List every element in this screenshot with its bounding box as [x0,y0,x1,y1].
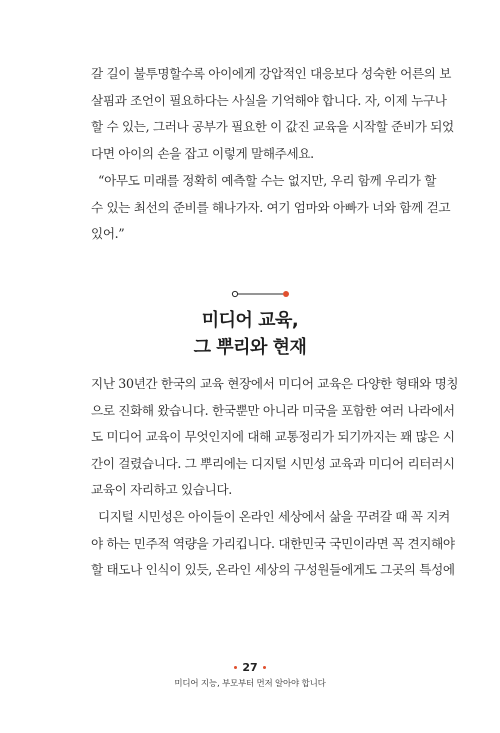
text-line: 할 태도나 인식이 있듯, 온라인 세상의 구성원들에게도 그곳의 특성에 [91,562,455,577]
running-footer-book-title: 미디어 지능, 부모부터 먼저 알아야 합니다 [174,679,326,689]
text-line: 있어.” [91,226,125,241]
text-line: “아무도 미래를 정확히 예측할 수는 없지만, 우리 함께 우리가 할 [98,173,437,188]
text-line: 야 하는 민주적 역량을 가리킵니다. 대한민국 국민이라면 꼭 견지해야 [91,535,455,551]
page-number-left-dot [234,666,237,669]
text-line: 살핌과 조언이 필요하다는 사실을 기억해야 합니다. 자, 이제 누구나 [91,92,447,108]
text-line: 간이 걸렸습니다. 그 뿌리에는 디지털 시민성 교육과 미디어 리터러시 [91,455,455,471]
text-line: 수 있는 최선의 준비를 해나가자. 여기 엄마와 아빠가 너와 함께 걷고 [91,199,451,215]
text-line: 디지털 시민성은 아이들이 온라인 세상에서 삶을 꾸려갈 때 꼭 지켜 [98,509,450,524]
section-heading-line-1: 미디어 교육, [201,310,299,331]
text-line: 으로 진화해 왔습니다. 한국뿐만 아니라 미국을 포함한 여러 나라에서 [91,402,455,418]
body-paragraph [91,61,454,167]
body-paragraph [91,504,455,584]
section-divider-ornament [231,289,291,299]
text-line: 다면 아이의 손을 잡고 이렇게 말해주세요. [91,145,314,161]
text-line: 갈 길이 불투명할수록 아이에게 강압적인 대응보다 성숙한 어른의 보 [91,66,452,81]
page-number [0,660,500,676]
text-line: 할 수 있는, 그러나 공부가 필요한 이 값진 교육을 시작할 준비가 되었 [91,119,454,134]
page-number-right-dot [263,666,266,669]
quote-paragraph [91,168,451,248]
section-heading-line-2: 그 뿌리와 현재 [193,337,307,358]
text-line: 지난 30년간 한국의 교육 현장에서 미디어 교육은 다양한 형태와 명칭 [91,376,459,391]
text-line: 교육이 자리하고 있습니다. [91,482,232,497]
divider-end-dot [283,291,289,297]
divider-start-circle [232,291,237,296]
text-line: 도 미디어 교육이 무엇인지에 대해 교통정리가 되기까지는 꽤 많은 시 [91,429,455,444]
body-paragraph [91,371,459,504]
page-number-text: 27 [242,661,258,674]
